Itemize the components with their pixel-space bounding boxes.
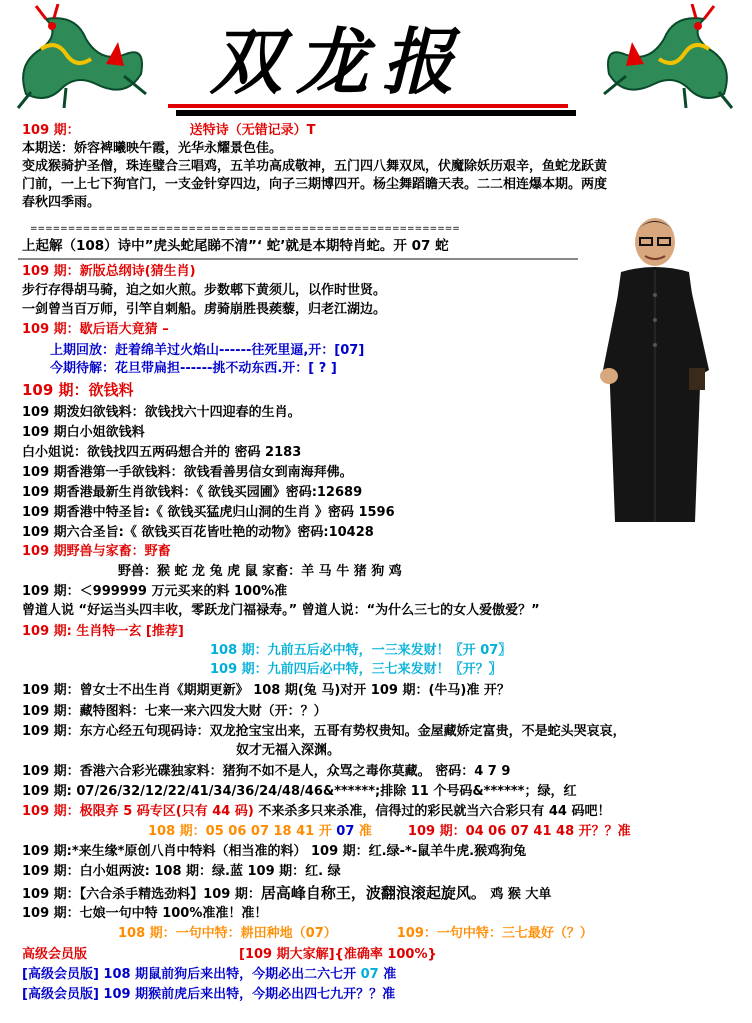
clue-line: 白小姐说：欲钱找四五两码想合并的 密码 2183 — [22, 445, 302, 460]
riddle-current: 今期待解：花旦带扁担------挑不动东西.开：[ ? ] — [50, 361, 337, 376]
clue-line: 109 期：＜999999 万元买来的料 100%准 — [22, 584, 288, 599]
clue-line: 109 期：东方心经五句现码诗：双龙抢宝宝出来，五哥有势权贵知。金屋藏娇定富贵，不是蛇头哭哀哀， — [22, 724, 626, 739]
result-line — [118, 925, 593, 943]
result-text: 109：一句中特：三七最好（？） — [396, 926, 593, 941]
poem-line: 本期送：娇容裨曦映午霞，光华永耀景色佳。 — [22, 141, 283, 156]
header — [0, 0, 752, 120]
member-text: 108 期鼠前狗后来出特，今期必出二六七开 — [98, 967, 361, 982]
clue-line: 109 期香港第一手欲钱料：欲钱看善男信女到南海拜佛。 — [22, 465, 353, 480]
poem-line: 门前，一上七下狗官门，一支金针穿四边，向子三期博四开。杨尘舞蹈瞻天表。二二相连爆本期。两度 — [22, 177, 608, 192]
previous-answer: 上起解（108）诗中”虎头蛇尾睇不清”‘ 蛇’就是本期特肖蛇。开 07 蛇 — [22, 238, 449, 254]
person-figure-icon — [585, 200, 725, 530]
poem-line: 步行存得胡马骑，迫之如火煎。步数郫下黄须儿，以作时世贤。 — [22, 283, 387, 298]
clue-line: 109 期: 07/26/32/12/22/41/34/36/24/48/46&******;排除 11 个号码&******；绿，红 — [22, 784, 577, 799]
clue-line — [22, 884, 551, 904]
member-text: 109 期猴前虎后来出特，今期必出四七九开？？准 — [98, 987, 396, 1002]
clue-text: 居高峰自称王，波翻浪滚起旋风。 — [260, 884, 486, 902]
separator-equals: ========================================================= — [30, 224, 460, 234]
clue-line: 109 期：藏特图料：七来一来六四发大财（开：？） — [22, 704, 327, 719]
clue-line: 109 期白小姐欲钱料 — [22, 425, 145, 440]
clue-line: 109 期：曾女士不出生肖《期期更新》 108 期(兔 马)对开 109 期：(牛马)准 开？ — [22, 683, 510, 698]
masthead — [210, 19, 570, 104]
dragon-right-icon — [594, 4, 744, 114]
poem-line: 变成猴骑护圣僧，珠连璧合三唱鸡，五羊功高成敬神，五门四八舞双凤，伏魔除妖历艰辛，鱼蛇龙跃黄 — [22, 159, 608, 174]
member-label: 高级会员版 — [22, 947, 88, 962]
result-line — [148, 823, 631, 841]
zodiac-groups: 野兽：猴 蛇 龙 兔 虎 鼠 家畜：羊 马 牛 猪 狗 鸡 — [118, 564, 402, 579]
member-tag: [高级会员版] — [22, 987, 99, 1002]
clue-line: 109 期：香港六合彩光碟独家料：猪狗不如不是人，众骂之毒你莫藏。 密码：4 7 9 — [22, 764, 511, 779]
section-heading: 109 期野兽与家畜：野畜 — [22, 544, 171, 559]
dragon-left-icon — [6, 4, 156, 114]
clue-text: 109 期：【六合杀手精选劲料】109 期： — [22, 887, 261, 902]
poem-heading — [22, 122, 316, 140]
member-heading — [22, 946, 437, 964]
result-text: 108 期：一句中特：耕田种地（07） — [118, 926, 337, 941]
poem-line: 春秋四季雨。 — [22, 195, 101, 210]
clue-line: 109 期：白小姐两波: 108 期：绿.蓝 109 期：红. 绿 — [22, 864, 341, 879]
member-tag: [高级会员版] — [22, 967, 99, 982]
issue-label: 109 期： — [22, 123, 80, 138]
result-text: 108 期：05 06 07 18 41 开 — [148, 824, 337, 839]
clue-line: 109 期泼妇欲钱料：欲钱找六十四迎春的生肖。 — [22, 405, 301, 420]
divider — [18, 258, 578, 260]
member-title: [109 期大家解]{准确率 100%} — [239, 947, 437, 962]
member-line — [22, 966, 396, 984]
clue-line: 109 期六合圣旨:《 欲钱买百花皆吐艳的动物》密码:10428 — [22, 525, 374, 540]
highlight-line: 108 期：九前五后必中特，一三来发财！〖开 07〗 — [210, 643, 512, 658]
exclusion-line — [22, 803, 610, 821]
result-text: 109 期：04 06 07 41 48 开？？准 — [407, 824, 631, 839]
clue-line: 奴才无福入深渊。 — [236, 743, 341, 758]
section-heading: 109 期：歇后语大竟猜 – — [22, 322, 169, 337]
exclusion-label: 109 期：极限弃 5 码专区(只有 44 码) — [22, 804, 254, 819]
member-number: 07 — [360, 967, 379, 982]
page-title: 双龙报 — [210, 19, 469, 104]
exclusion-text: 不来杀多只来杀准，信得过的彩民就当六合彩只有 44 码吧！ — [253, 804, 611, 819]
result-text: 准 — [354, 824, 372, 839]
clue-line: 109 期:*来生缘*原创八肖中特料（相当准的料） 109 期：红.绿-*-鼠羊牛虎.猴鸡狗兔 — [22, 844, 527, 859]
clue-text: 鸡 猴 大单 — [485, 887, 552, 902]
poem-line: 一剑曾当百万师，引竿自刺船。虏骑崩胜畏蒺藜，归老江湖边。 — [22, 302, 387, 317]
clue-line: 109 期：七娘一句中特 100%准准！准！ — [22, 906, 268, 921]
section-heading: 109 期：新版总纲诗(猜生肖) — [22, 264, 196, 279]
result-number: 07 — [336, 824, 355, 839]
clue-line: 109 期香港中特圣旨:《 欲钱买猛虎归山洞的生肖 》密码 1596 — [22, 505, 395, 520]
member-text: 准 — [378, 967, 397, 982]
title-underline-black — [176, 110, 576, 116]
section-heading: 109 期：欲钱料 — [22, 381, 134, 399]
highlight-line: 109 期：九前四后必中特，三七来发财！〖开？〗 — [210, 662, 502, 677]
section-heading: 109 期: 生肖特一玄 [推荐] — [22, 624, 184, 639]
poem-title: 送特诗（无错记录）T — [189, 123, 316, 138]
title-underline-red — [168, 104, 568, 108]
riddle-review: 上期回放：赶着绵羊过火焰山------往死里逼,开：[07] — [50, 343, 365, 358]
quote-line: 曾道人说 “好运当头四丰收，零跃龙门福禄寿。” 曾道人说：“为什么三七的女人爱傲爱？” — [22, 603, 540, 618]
clue-line: 109 期香港最新生肖欲钱料：《 欲钱买园圃》密码:12689 — [22, 485, 363, 500]
member-line — [22, 986, 395, 1004]
